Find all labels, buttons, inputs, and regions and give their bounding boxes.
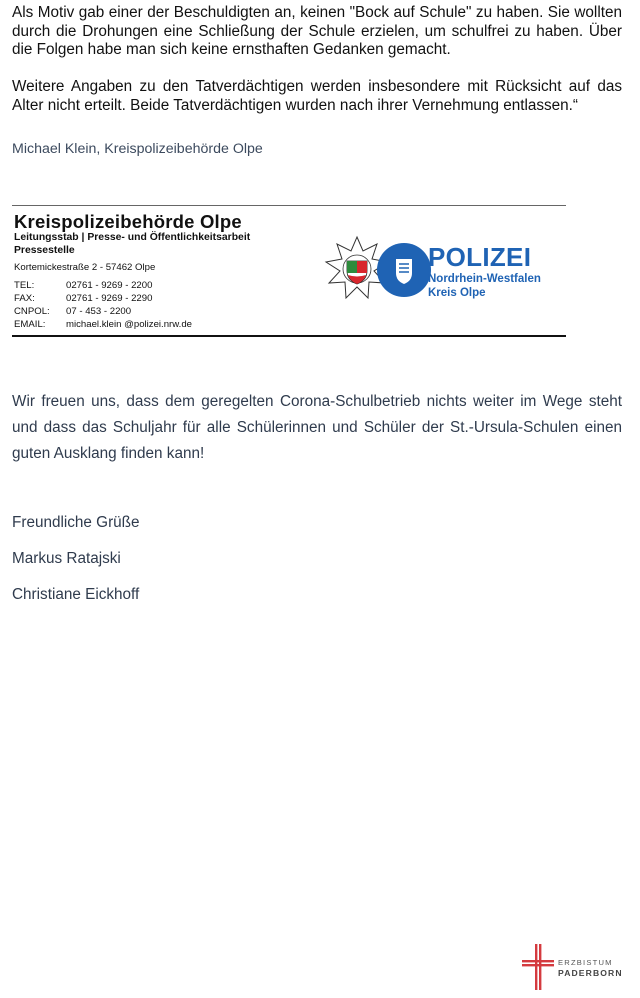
police-logo-word: POLIZEI [428, 242, 532, 272]
contact-value-email[interactable]: michael.klein @polizei.nrw.de [66, 319, 192, 330]
signer-name-1: Markus Ratajski [12, 550, 121, 567]
contact-label-fax: FAX: [14, 293, 35, 304]
quote-paragraph-1: Als Motiv gab einer der Beschuldigten an, keinen "Bock auf Schule" zu haben. Sie wollten durch die Drohungen eine Schließung der Schule erzielen, um schulfrei zu haben. Über die Folgen habe man sich keine ernsthaften Gedanken gemacht. [12, 4, 622, 59]
police-contact-card [12, 205, 566, 337]
erzbistum-paderborn-logo [520, 943, 624, 991]
police-logo-district: Kreis Olpe [428, 287, 486, 299]
paderborn-label: PADERBORN [558, 968, 623, 978]
quote-signature: Michael Klein, Kreispolizeibehörde Olpe [12, 141, 263, 157]
greeting: Freundliche Grüße [12, 514, 140, 531]
contact-label-tel: TEL: [14, 280, 35, 291]
divider-bottom [12, 335, 566, 337]
contact-value-fax: 02761 - 9269 - 2290 [66, 293, 153, 304]
signer-name-2: Christiane Eickhoff [12, 586, 140, 603]
closing-message: Wir freuen uns, dass dem geregelten Corona-Schulbetrieb nichts weiter im Wege steht und dass das Schuljahr für alle Schülerinnen und Schüler der St.-Ursula-Schulen einen guten Ausklang finden kann! [12, 393, 622, 462]
police-star-logo-icon [322, 235, 432, 305]
contact-value-tel: 02761 - 9269 - 2200 [66, 280, 153, 291]
police-card-address: Kortemickestraße 2 - 57462 Olpe [14, 262, 156, 273]
divider-top [12, 205, 566, 206]
cross-icon [520, 943, 556, 991]
contact-value-cnpol: 07 - 453 - 2200 [66, 306, 132, 317]
erzbistum-label: ERZBISTUM [558, 958, 613, 967]
police-logo-state: Nordrhein-Westfalen [428, 273, 541, 285]
police-card-subtitle-2: Pressestelle [14, 245, 75, 256]
police-card-subtitle-1: Leitungsstab | Presse- und Öffentlichkeitsarbeit [14, 232, 251, 243]
police-card-title: Kreispolizeibehörde Olpe [14, 211, 242, 232]
contact-label-cnpol: CNPOL: [14, 306, 50, 317]
quote-paragraph-2: Weitere Angaben zu den Tatverdächtigen werden insbesondere mit Rücksicht auf das Alter nicht erteilt. Beide Tatverdächtigen wurden nach ihrer Vernehmung entlassen.“ [12, 78, 622, 114]
contact-label-email: EMAIL: [14, 319, 46, 330]
